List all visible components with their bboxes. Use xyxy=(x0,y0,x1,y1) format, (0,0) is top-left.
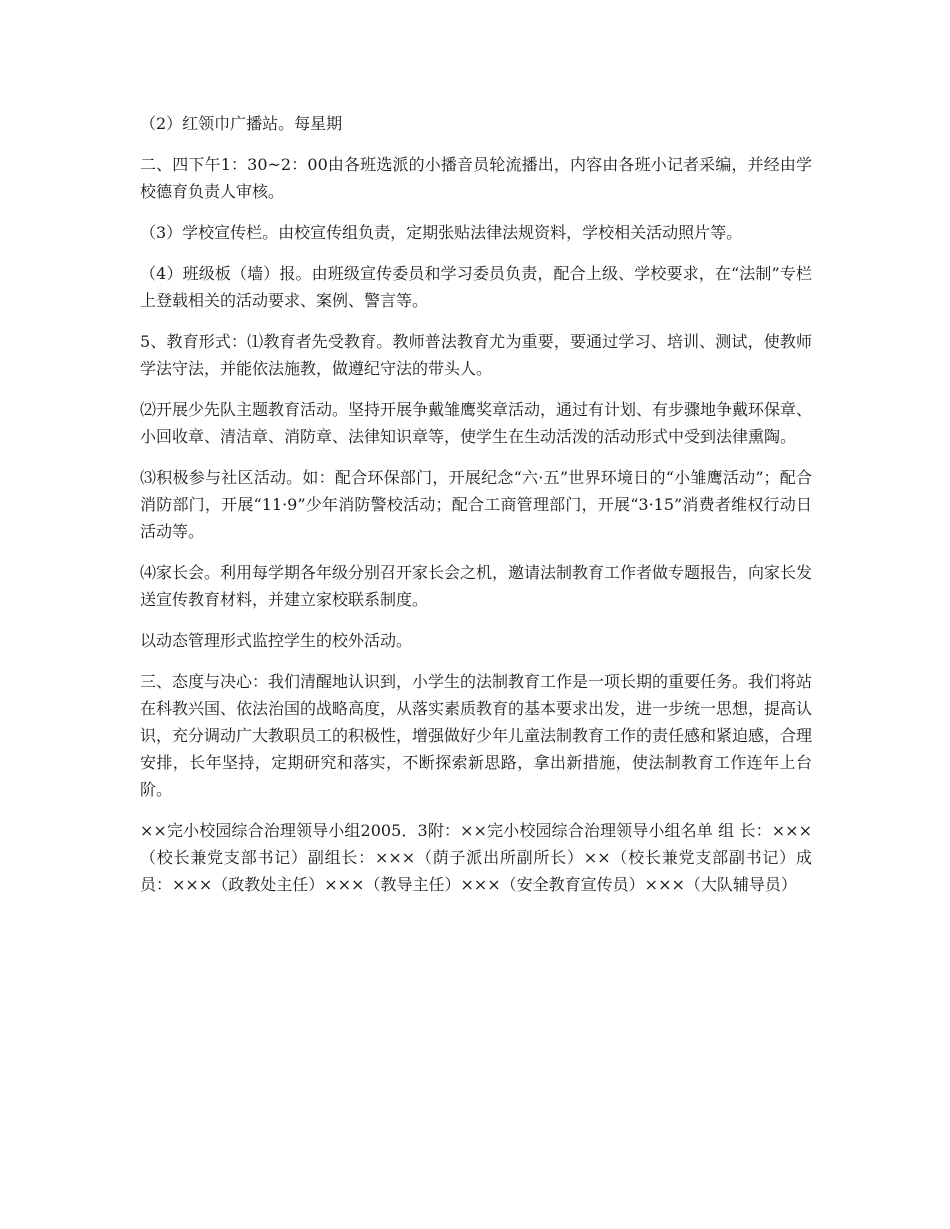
paragraph-parent-meeting: ⑷家长会。利用每学期各年级分别召开家长会之机，邀请法制教育工作者做专题报告，向家长发送宣传教育材料，并建立家校联系制度。 xyxy=(140,563,813,609)
paragraph-class-wall-newspaper: （4）班级板（墙）报。由班级宣传委员和学习委员负责，配合上级、学校要求，在“法制”专栏上登载相关的活动要求、案例、警言等。 xyxy=(140,264,812,310)
paragraph-attitude-determination: 三、态度与决心：我们清醒地认识到，小学生的法制教育工作是一项长期的重要任务。我们将站在科教兴国、依法治国的战略高度，从落实素质教育的基本要求出发，进一步统一思想，提高认识，充分调动广大教职员工的积极性，增强做好少年儿童法制教育工作的责任感和紧迫感，合理安排，长年坚持，定期研究和落实，不断探索新思路，拿出新措施，使法制教育工作连年上台阶。 xyxy=(140,672,813,799)
paragraph-broadcast-schedule: 二、四下午1：30~2：00由各班选派的小播音员轮流播出，内容由各班小记者采编，并经由学校德育负责人审核。 xyxy=(140,155,812,201)
document-body xyxy=(140,110,812,912)
paragraph-dynamic-management: 以动态管理形式监控学生的校外活动。 xyxy=(140,631,413,650)
paragraph-young-pioneers-activities: ⑵开展少先队主题教育活动。坚持开展争戴雏鹰奖章活动，通过有计划、有步骤地争戴环保章、小回收章、清洁章、消防章、法律知识章等，使学生在生动活泼的活动形式中受到法律熏陶。 xyxy=(140,400,813,446)
paragraph-education-forms: 5、教育形式：⑴教育者先受教育。教师普法教育尤为重要，要通过学习、培训、测试，使教师学法守法，并能依法施教，做遵纪守法的带头人。 xyxy=(140,332,812,378)
paragraph-community-activities: ⑶积极参与社区活动。如：配合环保部门，开展纪念“六·五”世界环境日的“小雏鹰活动”；配合消防部门，开展“11·9”少年消防警校活动；配合工商管理部门，开展“3·15”消费者维权行动日活动等。 xyxy=(140,468,812,541)
paragraph-leadership-group: ××完小校园综合治理领导小组2005．3附：××完小校园综合治理领导小组名单 组 长：×××（校长兼党支部书记）副组长：×××（荫子派出所副所长）××（校长兼党支部副书记）成 员：×××（政教处主任）×××（教导主任）×××（安全教育宣传员）×××（大队辅导员） xyxy=(140,821,812,894)
paragraph-broadcast-station: （2）红领巾广播站。每星期 xyxy=(140,114,343,133)
paragraph-bulletin-board: （3）学校宣传栏。由校宣传组负责，定期张贴法律法规资料，学校相关活动照片等。 xyxy=(140,223,743,242)
